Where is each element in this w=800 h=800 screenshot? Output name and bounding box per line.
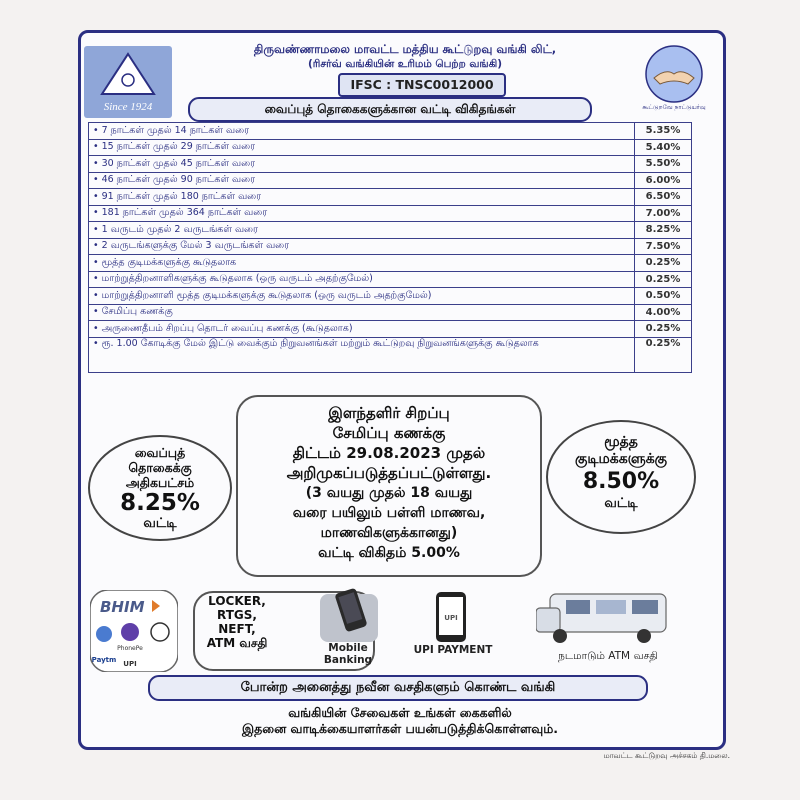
rate-label: 46 நாட்கள் முதல் 90 நாட்கள் வரை <box>101 174 256 186</box>
rate-label: 30 நாட்கள் முதல் 45 நாட்கள் வரை <box>101 157 256 169</box>
mobile-atm-label: நடமாடும் ATM வசதி <box>558 650 658 662</box>
locker-text: LOCKER, <box>208 594 266 608</box>
rate-value: 7.00% <box>635 205 692 222</box>
max-rate-value: 8.25% <box>120 490 200 516</box>
bullet-icon: • <box>93 157 99 169</box>
table-row <box>89 337 692 372</box>
senior-rate-value: 8.50% <box>582 469 660 494</box>
senior-citizen-rate-circle <box>546 420 696 534</box>
bullet-icon: • <box>93 322 99 334</box>
phonepe-text: PhonePe <box>117 645 143 652</box>
table-row <box>89 139 692 156</box>
circle-line: வட்டி <box>143 516 177 531</box>
rate-label: 2 வருடங்களுக்கு மேல் 3 வருடங்கள் வரை <box>101 240 290 252</box>
rate-label: சேமிப்பு கணக்கு <box>101 306 173 318</box>
rate-value: 8.25% <box>635 222 692 239</box>
rate-value: 6.50% <box>635 189 692 206</box>
rate-label: 1 வருடம் முதல் 2 வருடங்கள் வரை <box>101 223 258 235</box>
bullet-icon: • <box>93 289 99 301</box>
rate-label: மாற்றுத்திறனாளிகளுக்கு கூடுதலாக (ஒரு வருடம் அதற்குமேல்) <box>101 273 373 285</box>
bullet-icon: • <box>93 223 99 235</box>
atm-text: ATM வசதி <box>206 636 268 650</box>
scheme-rate: வட்டி விகிதம் 5.00% <box>318 545 460 561</box>
bullet-icon: • <box>93 207 99 219</box>
upi-phone-icon <box>428 590 474 644</box>
rate-value: 7.50% <box>635 238 692 255</box>
table-row <box>89 205 692 222</box>
table-row <box>89 321 692 338</box>
bullet-icon: • <box>93 337 99 349</box>
logo-motto-text: கூட்டுறவே நாட்டுயர்வு <box>642 104 706 111</box>
scheme-line: சேமிப்பு கணக்கு <box>332 424 446 442</box>
rate-label: 181 நாட்கள் முதல் 364 நாட்கள் வரை <box>101 207 268 219</box>
all-facilities-banner: போன்ற அனைத்து நவீன வசதிகளும் கொண்ட வங்கி <box>148 675 648 701</box>
circle-line: மூத்த <box>604 434 638 450</box>
scheme-line: இளந்தளிர் சிறப்பு <box>328 404 450 422</box>
circle-line: குடிமக்களுக்கு <box>574 451 668 467</box>
rate-value: 5.50% <box>635 156 692 173</box>
rate-label: 91 நாட்கள் முதல் 180 நாட்கள் வரை <box>101 190 262 202</box>
rate-value: 0.25% <box>635 271 692 288</box>
rate-value: 4.00% <box>635 304 692 321</box>
table-row <box>89 255 692 272</box>
cooperative-logo <box>636 44 712 112</box>
mobile-banking-label <box>308 642 388 666</box>
paytm-text: Paytm <box>91 656 117 664</box>
footer-line-2: இதனை வாடிக்கையாளர்கள் பயன்படுத்திக்கொள்ளவும். <box>241 721 559 736</box>
circle-line: தொகைக்கு <box>128 460 192 475</box>
table-row <box>89 172 692 189</box>
logo-since-text: Since 1924 <box>103 101 153 113</box>
svg-text:UPI: UPI <box>123 660 137 668</box>
bullet-icon: • <box>93 190 99 202</box>
scheme-line: திட்டம் 29.08.2023 முதல் <box>292 444 486 462</box>
table-row <box>89 189 692 206</box>
rate-value: 0.25% <box>635 337 692 372</box>
youth-savings-scheme-box <box>236 395 542 577</box>
bullet-icon: • <box>93 141 99 153</box>
mobile-label-line: Banking <box>323 654 373 666</box>
rate-label: 7 நாட்கள் முதல் 14 நாட்கள் வரை <box>101 124 249 136</box>
scheme-line: (3 வயது முதல் 18 வயது <box>305 485 473 501</box>
table-row <box>89 238 692 255</box>
rate-value: 0.25% <box>635 255 692 272</box>
mobile-label-line: Mobile <box>328 642 368 654</box>
rate-label: அருணைதீபம் சிறப்பு தொடர் வைப்பு கணக்கு (கூடுதலாக) <box>101 322 353 334</box>
bullet-icon: • <box>93 174 99 186</box>
bank-subtitle: (ரிசர்வ் வங்கியின் உரிமம் பெற்ற வங்கி) <box>307 58 503 70</box>
rate-value: 0.25% <box>635 321 692 338</box>
circle-line: வைப்புத் <box>134 445 186 460</box>
rate-value: 6.00% <box>635 172 692 189</box>
bank-logo <box>84 46 172 118</box>
table-row <box>89 222 692 239</box>
scheme-line: வரை பயிலும் பள்ளி மாணவ, <box>292 505 486 521</box>
printer-credit: மாவட்ட கூட்டுறவு அச்சகம் தி.மலை. <box>603 751 730 760</box>
bank-name: திருவண்ணாமலை மாவட்ட மத்திய கூட்டுறவு வங்கி லிட், <box>253 42 557 56</box>
bhim-text: BHIM <box>100 598 145 616</box>
table-row <box>89 271 692 288</box>
max-deposit-rate-circle <box>88 435 232 541</box>
ifsc-code: IFSC : TNSC0012000 <box>338 73 506 97</box>
scheme-line: மாணவிகளுக்கானது) <box>320 525 458 541</box>
upi-payment-label: UPI PAYMENT <box>413 644 493 656</box>
rate-label: ரூ. 1.00 கோடிக்கு மேல் இட்டு வைக்கும் நிறுவனங்கள் மற்றும் கூட்டுறவு நிறுவனங்களுக்கு கூடுதலாக <box>101 337 539 349</box>
banking-services-text <box>198 594 276 650</box>
rate-value: 5.35% <box>635 123 692 140</box>
rate-value: 0.50% <box>635 288 692 305</box>
mobile-atm-van-icon <box>536 588 676 646</box>
rate-label: மாற்றுத்திறனாளி மூத்த குடிமக்களுக்கு கூடுதலாக (ஒரு வருடம் அதற்குமேல்) <box>101 289 432 301</box>
rates-table <box>88 122 692 373</box>
bullet-icon: • <box>93 124 99 136</box>
services-row <box>88 588 692 672</box>
rate-label: மூத்த குடிமக்களுக்கு கூடுதலாக <box>101 256 237 268</box>
table-row <box>89 156 692 173</box>
bullet-icon: • <box>93 306 99 318</box>
bullet-icon: • <box>93 240 99 252</box>
footer-line-1: வங்கியின் சேவைகள் உங்கள் கைகளில் <box>288 705 512 720</box>
circle-line: அதிகபட்சம் <box>125 475 195 490</box>
mobile-banking-icon <box>316 588 382 644</box>
rate-label: 15 நாட்கள் முதல் 29 நாட்கள் வரை <box>101 141 256 153</box>
table-row <box>89 304 692 321</box>
circle-line: வட்டி <box>604 496 638 511</box>
rates-title: வைப்புத் தொகைகளுக்கான வட்டி விகிதங்கள் <box>188 97 592 122</box>
payment-apps-icon <box>90 590 178 672</box>
rate-value: 5.40% <box>635 139 692 156</box>
svg-text:UPI: UPI <box>444 614 458 622</box>
neft-text: NEFT, <box>218 622 256 636</box>
table-row <box>89 123 692 140</box>
bullet-icon: • <box>93 256 99 268</box>
bullet-icon: • <box>93 273 99 285</box>
rtgs-text: RTGS, <box>217 608 257 622</box>
table-row <box>89 288 692 305</box>
scheme-line: அறிமுகப்படுத்தப்பட்டுள்ளது. <box>286 464 492 482</box>
